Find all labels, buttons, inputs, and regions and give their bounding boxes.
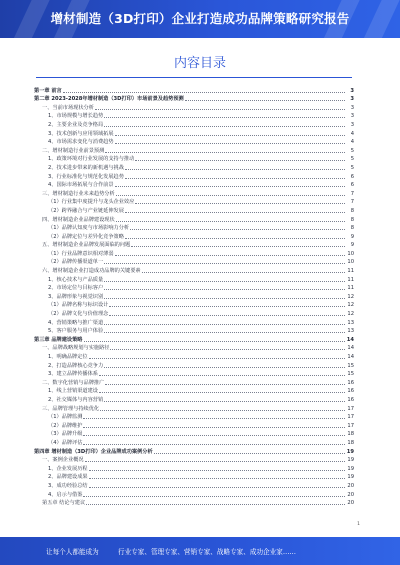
toc-leader-dots: [104, 367, 345, 368]
table-of-contents: [34, 85, 354, 506]
toc-entry-page: 20: [347, 500, 354, 507]
toc-entry[interactable]: [34, 171, 354, 180]
toc-leader-dots: [125, 169, 345, 170]
toc-entry-text: （4）品牌评估: [48, 439, 83, 446]
toc-leader-dots: [85, 461, 345, 462]
toc-leader-dots: [63, 92, 345, 93]
toc-entry-text: 1、市场规模与增长趋势: [48, 113, 104, 120]
toc-entry[interactable]: [34, 446, 354, 455]
toc-leader-dots: [110, 349, 345, 350]
toc-entry-text: 2、社交媒体与内容营销: [48, 396, 104, 403]
toc-leader-dots: [95, 109, 345, 110]
report-title: 增材制造（3D打印）企业打造成功品牌策略研究报告: [50, 11, 350, 26]
toc-entry[interactable]: [34, 231, 354, 240]
toc-leader-dots: [83, 427, 345, 428]
toc-entry[interactable]: [34, 291, 354, 300]
toc-entry-text: 三、品牌管理与持续优化: [42, 405, 100, 412]
toc-entry-text: 5、客户服务与用户体验: [48, 328, 104, 335]
toc-entry[interactable]: [34, 480, 354, 489]
toc-entry-page: 20: [347, 482, 354, 489]
toc-leader-dots: [115, 143, 345, 144]
toc-entry-page: 8: [350, 225, 354, 232]
toc-leader-dots: [109, 315, 345, 316]
toc-entry-page: 19: [347, 474, 354, 481]
toc-entry-text: 1、政策环境对行业发展的支持与推动: [48, 156, 135, 163]
toc-leader-dots: [130, 229, 345, 230]
toc-entry-text: 1、明确品牌定位: [48, 354, 88, 360]
toc-entry-page: 6: [350, 173, 354, 180]
toc-leader-dots: [99, 392, 345, 393]
toc-entry-page: 5: [350, 156, 354, 163]
toc-entry[interactable]: [34, 154, 354, 163]
toc-leader-dots: [86, 504, 345, 505]
toc-entry[interactable]: [34, 94, 354, 103]
toc-entry[interactable]: [34, 412, 354, 421]
toc-entry-page: 18: [347, 439, 354, 446]
toc-entry-page: 14: [347, 345, 354, 352]
toc-entry-text: （1）品牌认知度与市场影响力分析: [48, 225, 130, 232]
toc-entry[interactable]: [34, 472, 354, 481]
toc-entry-page: 16: [347, 396, 354, 403]
toc-entry[interactable]: [34, 308, 354, 317]
toc-leader-dots: [104, 401, 345, 402]
toc-leader-dots: [83, 435, 345, 436]
page-number: 1: [357, 522, 360, 527]
toc-leader-dots: [104, 324, 345, 325]
toc-entry-text: 一、案例企业概况: [42, 457, 84, 464]
toc-entry-page: 7: [350, 190, 354, 197]
toc-entry[interactable]: [34, 128, 354, 137]
toc-entry-page: 13: [347, 328, 354, 335]
toc-entry[interactable]: [34, 145, 354, 154]
toc-entry-text: 一、品牌战略规划与实施路径: [42, 345, 110, 352]
toc-entry-text: 1、线上营销渠道建设: [48, 388, 98, 395]
toc-entry-page: 10: [347, 250, 354, 257]
toc-leader-dots: [104, 117, 345, 118]
toc-entry[interactable]: [34, 369, 354, 378]
toc-entry-page: 5: [350, 164, 354, 171]
toc-entry[interactable]: [34, 188, 354, 197]
toc-entry-page: 3: [350, 113, 354, 120]
toc-entry-page: 3: [350, 87, 354, 94]
toc-entry-page: 12: [347, 302, 354, 309]
toc-entry-text: （2）品牌定位与差异化竞争策略: [48, 233, 124, 240]
toc-leader-dots: [115, 186, 345, 187]
toc-entry[interactable]: [34, 300, 354, 309]
toc-leader-dots: [89, 478, 345, 479]
toc-entry[interactable]: [34, 386, 354, 395]
toc-entry[interactable]: [34, 326, 354, 335]
toc-entry-page: 10: [347, 259, 354, 266]
toc-entry[interactable]: [34, 180, 354, 189]
toc-entry-text: 第五章 结论与建议: [42, 500, 86, 507]
toc-entry[interactable]: [34, 111, 354, 120]
toc-entry-page: 4: [350, 139, 354, 146]
toc-entry-text: 4、市场需求变化与消费趋势: [48, 139, 114, 146]
toc-entry[interactable]: [34, 214, 354, 223]
toc-entry-text: （1）行业品牌意识相对薄弱: [48, 250, 114, 257]
toc-entry-text: 2、打造品牌核心竞争力: [48, 362, 104, 369]
toc-entry[interactable]: [34, 394, 354, 403]
toc-entry-text: 3、成功经验总结: [48, 482, 88, 489]
toc-entry-text: 第二章 2023-2028年增材制造（3D打印）市场前景及趋势预测: [34, 96, 184, 103]
toc-leader-dots: [104, 126, 345, 127]
toc-entry-page: 15: [347, 371, 354, 378]
toc-entry-page: 11: [347, 276, 354, 283]
toc-entry[interactable]: [34, 223, 354, 232]
toc-leader-dots: [89, 487, 345, 488]
toc-leader-dots: [154, 453, 345, 454]
toc-leader-dots: [83, 496, 345, 497]
toc-entry-page: 13: [347, 319, 354, 326]
toc-leader-dots: [125, 238, 345, 239]
toc-entry-text: 3、品牌形象与视觉识别: [48, 293, 104, 300]
toc-leader-dots: [105, 152, 345, 153]
toc-entry-page: 17: [347, 414, 354, 421]
toc-entry-page: 17: [347, 405, 354, 412]
toc-entry-text: 第四章 增材制造（3D打印）企业品牌成功案例分析: [34, 448, 153, 455]
toc-entry[interactable]: [34, 119, 354, 128]
toc-entry-text: 4、启示与借鉴: [48, 491, 83, 498]
toc-entry[interactable]: [34, 162, 354, 171]
toc-entry[interactable]: [34, 420, 354, 429]
toc-entry-text: 第三章 品牌建设策略: [34, 336, 83, 343]
toc-leader-dots: [89, 470, 345, 471]
toc-entry-page: 12: [347, 311, 354, 318]
toc-entry-page: 8: [350, 216, 354, 223]
toc-entry-page: 11: [347, 285, 354, 292]
toc-entry-page: 14: [347, 354, 354, 360]
toc-entry[interactable]: [34, 463, 354, 472]
toc-divider: [36, 77, 352, 78]
toc-entry-page: 18: [347, 431, 354, 438]
toc-entry-page: 15: [347, 362, 354, 369]
toc-leader-dots: [135, 160, 345, 161]
toc-leader-dots: [104, 281, 345, 282]
toc-leader-dots: [83, 444, 345, 445]
toc-leader-dots: [99, 375, 345, 376]
toc-entry-page: 8: [350, 207, 354, 214]
toc-entry[interactable]: [34, 240, 354, 249]
toc-entry[interactable]: [34, 429, 354, 438]
toc-entry-text: （2）跨界融合与产业链延伸发展: [48, 207, 124, 214]
toc-leader-dots: [89, 358, 345, 359]
toc-entry-page: 9: [350, 233, 354, 240]
toc-entry-page: 9: [350, 242, 354, 249]
toc-entry-text: 三、增材制造行业未来趋势分析: [42, 190, 115, 197]
toc-entry-page: 16: [347, 388, 354, 395]
toc-leader-dots: [104, 298, 345, 299]
toc-entry-text: 3、行业标准化与规范化发展趋势: [48, 173, 124, 180]
toc-leader-dots: [109, 306, 345, 307]
toc-leader-dots: [83, 418, 345, 419]
toc-entry-page: 7: [350, 199, 354, 206]
toc-entry-page: 6: [350, 182, 354, 189]
toc-entry-text: （3）品牌升级: [48, 431, 83, 438]
toc-entry-text: 3、技术创新与应用领域拓展: [48, 130, 114, 137]
toc-entry[interactable]: [34, 283, 354, 292]
toc-entry[interactable]: [34, 137, 354, 146]
toc-entry[interactable]: [34, 85, 354, 94]
toc-entry[interactable]: [34, 274, 354, 283]
toc-entry-page: 20: [347, 491, 354, 498]
toc-entry-text: 2、技术进步带来的新机遇与挑战: [48, 164, 124, 171]
toc-entry[interactable]: [34, 489, 354, 498]
toc-entry-page: 16: [347, 379, 354, 386]
toc-entry-page: 4: [350, 130, 354, 137]
toc-entry-text: 3、建立品牌传播体系: [48, 371, 98, 378]
toc-leader-dots: [84, 341, 346, 342]
toc-entry[interactable]: [34, 360, 354, 369]
toc-entry-page: 12: [347, 293, 354, 300]
toc-entry[interactable]: [34, 265, 354, 274]
toc-leader-dots: [104, 289, 345, 290]
toc-entry-page: 3: [350, 121, 354, 128]
toc-leader-dots: [115, 135, 345, 136]
report-header-banner: [0, 0, 400, 38]
toc-leader-dots: [105, 384, 345, 385]
toc-entry-text: 六、增材制造企业打造成功品牌的关键要素: [42, 268, 141, 275]
toc-entry-text: 一、当前市场现状分析: [42, 104, 94, 111]
footer-slogan-right: 行业专家、管理专家、营销专家、战略专家、成功企业家……: [118, 548, 297, 556]
toc-leader-dots: [116, 195, 345, 196]
toc-entry[interactable]: [34, 455, 354, 464]
toc-entry-page: 19: [347, 457, 354, 464]
toc-entry-text: 2、品牌建设成果: [48, 474, 88, 481]
toc-entry-page: 3: [350, 104, 354, 111]
toc-entry-text: 4、营销策略与推广渠道: [48, 319, 104, 326]
toc-entry-page: 3: [350, 96, 354, 103]
toc-entry[interactable]: [34, 351, 354, 360]
toc-entry-page: 19: [347, 465, 354, 472]
toc-leader-dots: [125, 178, 345, 179]
toc-entry[interactable]: [34, 403, 354, 412]
footer-banner: [0, 537, 400, 565]
toc-entry-text: （2）品牌维护: [48, 422, 83, 429]
toc-entry-page: 19: [346, 448, 354, 455]
footer-slogan-left: 让每个人都能成为: [46, 548, 99, 556]
toc-entry-page: 11: [347, 268, 354, 275]
toc-entry-text: 四、增材制造企业品牌建设现状: [42, 216, 115, 223]
toc-heading: 内容目录: [173, 56, 226, 71]
toc-entry-text: 1、核心技术与产品质量: [48, 276, 104, 283]
toc-entry[interactable]: [34, 437, 354, 446]
toc-entry[interactable]: [34, 498, 354, 507]
toc-entry-text: 二、数字化营销与品牌推广: [42, 379, 105, 386]
toc-leader-dots: [185, 100, 345, 101]
toc-entry-text: 2、市场定位与目标客户: [48, 285, 104, 292]
toc-entry-text: （1）行业集中度提升与龙头企业效应: [48, 199, 135, 206]
toc-entry-text: 2、主要企业及竞争格局: [48, 121, 104, 128]
toc-entry[interactable]: [34, 257, 354, 266]
toc-leader-dots: [116, 221, 345, 222]
toc-entry[interactable]: [34, 377, 354, 386]
toc-entry-page: 14: [346, 336, 354, 343]
toc-leader-dots: [100, 410, 345, 411]
toc-entry[interactable]: [34, 317, 354, 326]
toc-entry-text: 1、企业发展历程: [48, 465, 88, 472]
toc-entry-page: 17: [347, 422, 354, 429]
toc-leader-dots: [125, 212, 345, 213]
toc-entry[interactable]: [34, 205, 354, 214]
toc-entry[interactable]: [34, 248, 354, 257]
toc-entry-text: （1）品牌监测: [48, 414, 83, 421]
toc-entry-text: 二、增材制造行业前景预测: [42, 147, 105, 154]
toc-entry-page: 5: [350, 147, 354, 154]
toc-entry-text: （2）品牌传播渠道单一: [48, 259, 104, 266]
toc-entry-text: （1）品牌名称与标识设计: [48, 302, 109, 309]
toc-leader-dots: [131, 246, 345, 247]
toc-leader-dots: [135, 203, 345, 204]
toc-entry[interactable]: [34, 334, 354, 343]
toc-entry-text: 第一章 前言: [34, 87, 62, 94]
toc-leader-dots: [104, 263, 345, 264]
toc-leader-dots: [115, 255, 345, 256]
toc-leader-dots: [142, 272, 345, 273]
toc-entry-text: 4、国际市场拓展与合作前景: [48, 182, 114, 189]
toc-entry[interactable]: [34, 343, 354, 352]
toc-entry[interactable]: [34, 102, 354, 111]
toc-entry-text: 五、增材制造企业品牌发展面临的问题: [42, 242, 131, 249]
toc-leader-dots: [104, 332, 345, 333]
toc-entry-text: （2）品牌文化与价值理念: [48, 311, 109, 318]
toc-entry[interactable]: [34, 197, 354, 206]
